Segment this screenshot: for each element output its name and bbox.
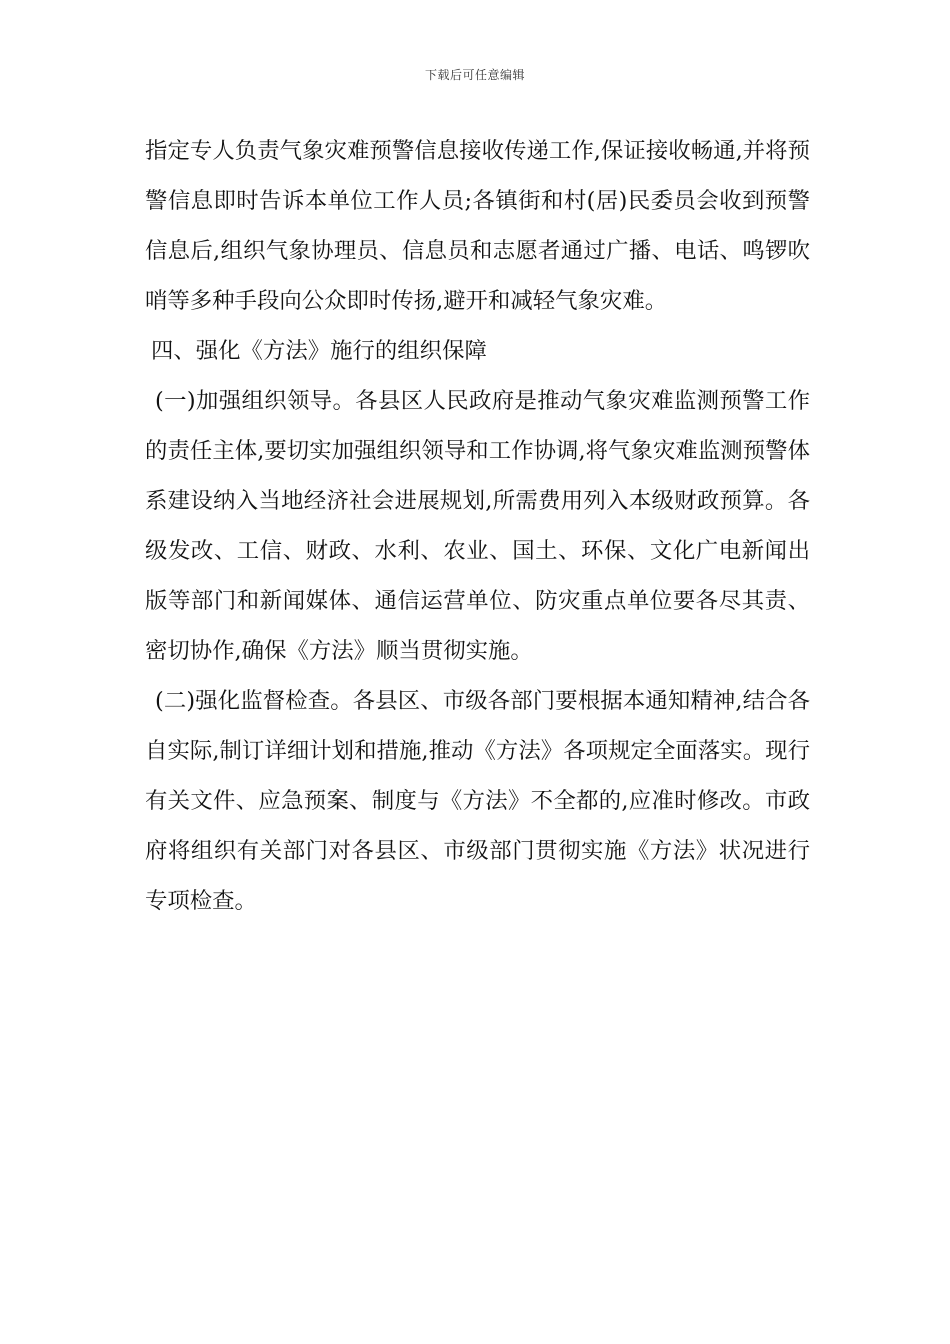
paragraph-supervision-inspection: (二)强化监督检查。各县区、市级各部门要根据本通知精神,结合各自实际,制订详细计划和措施,推动《方法》各项规定全面落实。现行有关文件、应急预案、制度与《方法》不全都的,应准时修改。市政府将组织有关部门对各县区、市级部门贯彻实施《方法》状况进行专项检查。 bbox=[145, 688, 810, 914]
section-heading-organizational-guarantee: 四、强化《方法》施行的组织保障 bbox=[151, 338, 487, 364]
paragraph-warning-dissemination: 指定专人负责气象灾难预警信息接收传递工作,保证接收畅通,并将预警信息即时告诉本单位工作人员;各镇街和村(居)民委员会收到预警信息后,组织气象协理员、信息员和志愿者通过广播、电话、鸣锣吹哨等多种手段向公众即时传扬,避开和减轻气象灾难。 bbox=[145, 138, 810, 314]
paragraph-strengthen-leadership: (一)加强组织领导。各县区人民政府是推动气象灾难监测预警工作的责任主体,要切实加强组织领导和工作协调,将气象灾难监测预警体系建设纳入当地经济社会进展规划,所需费用列入本级财政预算。各级发改、工信、财政、水利、农业、国土、环保、文化广电新闻出版等部门和新闻媒体、通信运营单位、防灾重点单位要各尽其责、密切协作,确保《方法》顺当贯彻实施。 bbox=[145, 388, 810, 664]
page-header-note: 下载后可任意编辑 bbox=[424, 68, 525, 82]
document-body bbox=[145, 126, 810, 926]
